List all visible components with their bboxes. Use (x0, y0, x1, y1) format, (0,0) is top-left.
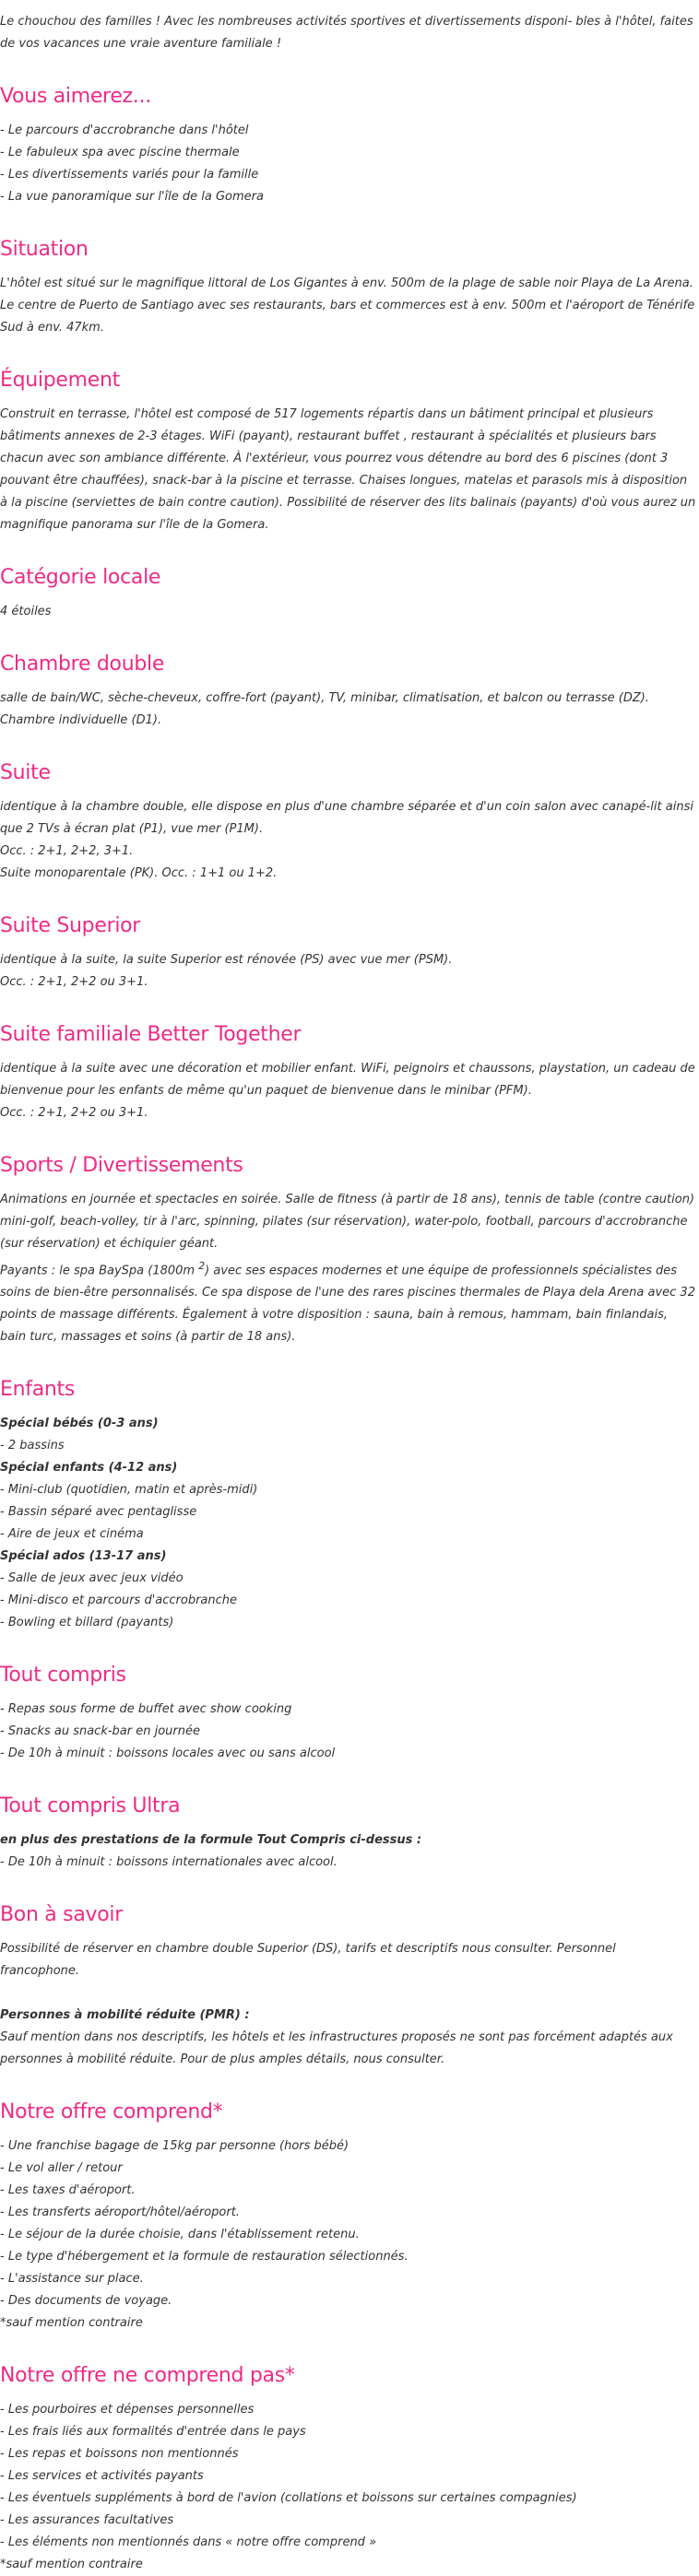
enfants-list (0, 1413, 697, 1634)
spa-text-after: ) avec ses espaces modernes et une équipe de professionnels spécialistes des soins de bien-être personnalisés. Ce spa dispose de l'une des rares piscines thermales de Playa dela Arena avec 32 points de massage différents. Également à votre disposition : sauna, bain à remous, hammam, bain finlandais, bain turc, massages et soins (à partir de 18 ans). (0, 1264, 695, 1345)
section-title-tout-compris: Tout compris (0, 1664, 126, 1688)
section-title-chambre-double: Chambre double (0, 653, 165, 676)
section-title-suite-familiale: Suite familiale Better Together (0, 1023, 302, 1046)
list-item: - Snacks au snack-bar en journée (0, 1724, 200, 1739)
situation-text: L'hôtel est situé sur le magnifique littoral de Los Gigantes à env. 500m de la plage de sable noir Playa de La Arena. Le centre de Puerto de Santiago avec ses restaurants, bars et commerces est à env. 500m et l'aéroport de Ténérife Sud à env. 47km. (0, 276, 695, 335)
offre-ne-comprend-list (0, 2399, 697, 2576)
footnote: *sauf mention contraire (0, 2316, 143, 2331)
categorie-text: 4 étoiles (0, 605, 52, 618)
list-item: - Des documents de voyage. (0, 2294, 172, 2309)
list-item: - Les transferts aéroport/hôtel/aéroport. (0, 2205, 240, 2220)
list-item: - Les frais liés aux formalités d'entrée dans le pays (0, 2425, 306, 2440)
list-item: - Repas sous forme de buffet avec show cooking (0, 1702, 292, 1717)
equipement-text: Construit en terrasse, l'hôtel est composé de 517 logements répartis dans un bâtiment principal et plusieurs bâtiments annexes de 2-3 étages. WiFi (payant), restaurant buffet , restaurant à spécialités et plusieurs bars chacun avec son ambiance différente. À l'extérieur, vous pourrez vous détendre au bord des 6 piscines (dont 3 pouvant être chauffées), snack-bar à la piscine et terrasse. Chaises longues, matelas et parasols mis à disposition à la piscine (serviettes de bain contre caution). Possibilité de réserver des lits balinais (payants) d'où vous aurez un magnifique panorama sur l'île de la Gomera. (0, 407, 696, 532)
section-title-offre-ne-comprend: Notre offre ne comprend pas* (0, 2364, 295, 2388)
list-item: - L'assistance sur place. (0, 2272, 144, 2287)
suite-familiale-text: identique à la suite avec une décoration et mobilier enfant. WiFi, peignoirs et chaussons, playstation, un cadeau de bienvenue pour les enfants de même qu'un paquet de bienvenue dans le minibar (PFM). (0, 1062, 695, 1098)
list-item: - Les assurances facultatives (0, 2513, 174, 2528)
list-item: - Les pourboires et dépenses personnelles (0, 2403, 255, 2417)
section-title-bon-a-savoir: Bon à savoir (0, 1903, 123, 1927)
section-title-tout-compris-ultra: Tout compris Ultra (0, 1794, 181, 1818)
vous-aimerez-list (0, 120, 697, 208)
hotel-description (0, 11, 699, 2576)
spa-text-sup: 2 (198, 1260, 206, 1272)
pmr-text: Sauf mention dans nos descriptifs, les hôtels et les infrastructures proposés ne sont pas forcément adaptés aux personnes à mobilité réduite. Pour de plus amples détails, nous consulter. (0, 2030, 673, 2067)
list-item: - La vue panoramique sur l'île de la Gomera (0, 190, 264, 204)
list-item: - Bassin séparé avec pentaglisse (0, 1505, 197, 1520)
suite-monoparentale: Suite monoparentale (PK). Occ. : 1+1 ou 1+2. (0, 866, 278, 880)
list-item: - Les services et activités payants (0, 2469, 204, 2484)
list-item: - De 10h à minuit : boissons internationales avec alcool. (0, 1855, 338, 1870)
enfants-label: Spécial enfants (4-12 ans) (0, 1461, 178, 1476)
suite-superior-text: identique à la suite, la suite Superior est rénovée (PS) avec vue mer (PSM). (0, 953, 453, 967)
bon-a-savoir-text: Possibilité de réserver en chambre double Superior (DS), tarifs et descriptifs nous consulter. Personnel francophone. (0, 1942, 616, 1979)
pmr-label: Personnes à mobilité réduite (PMR) : (0, 2008, 250, 2023)
list-item: - Le type d'hébergement et la formule de restauration sélectionnés. (0, 2250, 409, 2264)
suite-superior-occupancy: Occ. : 2+1, 2+2 ou 3+1. (0, 975, 148, 989)
suite-text: identique à la chambre double, elle dispose en plus d'une chambre séparée et d'un coin salon avec canapé-lit ainsi que 2 TVs à écran plat (P1), vue mer (P1M). (0, 800, 693, 836)
list-item: - Les éléments non mentionnés dans « notre offre comprend » (0, 2535, 377, 2550)
spa-text-before: Payants : le spa BaySpa (1800m (0, 1264, 199, 1278)
list-item: - Aire de jeux et cinéma (0, 1527, 144, 1542)
list-item: - De 10h à minuit : boissons locales avec ou sans alcool (0, 1747, 336, 1761)
list-item: - Les repas et boissons non mentionnés (0, 2447, 239, 2462)
list-item: - Mini-disco et parcours d'accrobranche (0, 1594, 238, 1608)
suite-familiale-occupancy: Occ. : 2+1, 2+2 ou 3+1. (0, 1106, 148, 1120)
list-item: - Les éventuels suppléments à bord de l'avion (collations et boissons sur certaines compagnies) (0, 2491, 577, 2506)
list-item: - Les taxes d'aéroport. (0, 2183, 136, 2198)
list-item: - Bowling et billard (payants) (0, 1616, 174, 1630)
tout-compris-ultra-label: en plus des prestations de la formule Tout Compris ci-dessus : (0, 1833, 422, 1848)
section-title-suite: Suite (0, 761, 51, 784)
sports-text: Animations en journée et spectacles en soirée. Salle de fitness (à partir de 18 ans), tennis de table (contre caution) mini-golf, beach-volley, tir à l'arc, spinning, pilates (sur réservation), water-polo, football, parcours d'accrobranche (sur réservation) et échiquier géant. (0, 1193, 695, 1251)
spa-text (0, 1255, 697, 1348)
list-item: - Mini-club (quotidien, matin et après-midi) (0, 1483, 258, 1498)
list-item: - Les divertissements variés pour la famille (0, 168, 259, 182)
section-title-offre-comprend: Notre offre comprend* (0, 2100, 223, 2124)
list-item: - Salle de jeux avec jeux vidéo (0, 1571, 184, 1586)
bebes-label: Spécial bébés (0-3 ans) (0, 1417, 159, 1431)
list-item: - Le fabuleux spa avec piscine thermale (0, 146, 240, 159)
ados-label: Spécial ados (13-17 ans) (0, 1549, 167, 1564)
list-item: - Le parcours d'accrobranche dans l'hôtel (0, 124, 249, 137)
list-item: - Le séjour de la durée choisie, dans l'établissement retenu. (0, 2228, 360, 2242)
suite-occupancy: Occ. : 2+1, 2+2, 3+1. (0, 844, 134, 858)
list-item: - 2 bassins (0, 1439, 65, 1453)
section-title-equipement: Équipement (0, 369, 120, 392)
intro-text: Le chouchou des familles ! Avec les nombreuses activités sportives et divertissements disponi- bles à l'hôtel, faites de vos vacances une vraie aventure familiale ! (0, 15, 693, 51)
chambre-double-text: salle de bain/WC, sèche-cheveux, coffre-fort (payant), TV, minibar, climatisation, et balcon ou terrasse (DZ). Chambre individuelle (D1). (0, 691, 649, 727)
section-title-suite-superior: Suite Superior (0, 914, 141, 937)
section-title-enfants: Enfants (0, 1378, 76, 1402)
section-title-vous-aimerez: Vous aimerez... (0, 85, 151, 108)
section-title-situation: Situation (0, 238, 89, 261)
list-item: - Le vol aller / retour (0, 2161, 123, 2176)
offre-comprend-list (0, 2135, 697, 2335)
footnote: *sauf mention contraire (0, 2558, 143, 2572)
section-title-sports: Sports / Divertissements (0, 1154, 243, 1177)
spacer (0, 1982, 697, 2005)
list-item: - Une franchise bagage de 15kg par personne (hors bébé) (0, 2139, 350, 2154)
section-title-categorie: Catégorie locale (0, 566, 161, 589)
tout-compris-list (0, 1699, 697, 1765)
